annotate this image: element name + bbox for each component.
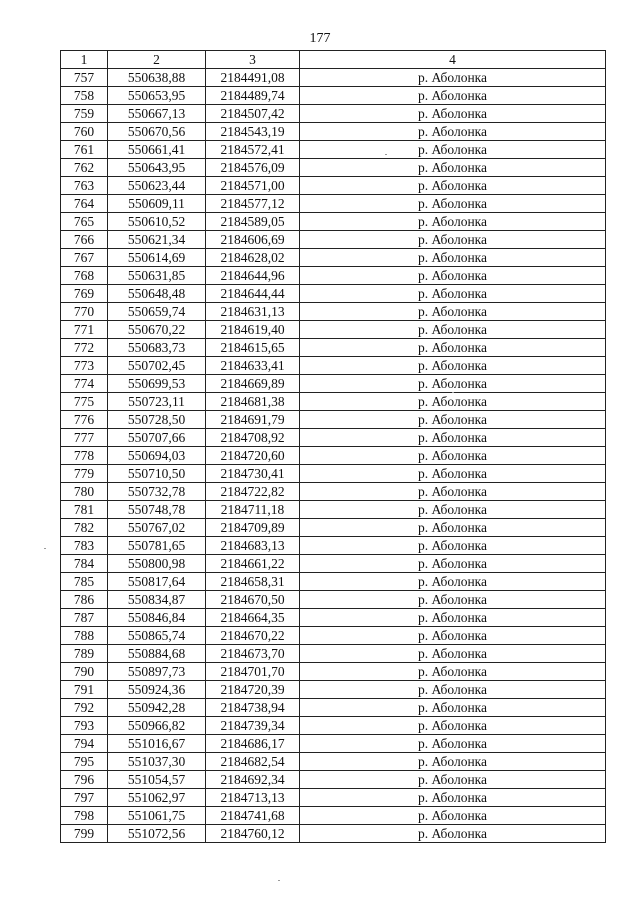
cell-number: 765 bbox=[61, 213, 108, 231]
cell-y-coordinate: 2184571,00 bbox=[206, 177, 300, 195]
cell-x-coordinate: 550748,78 bbox=[108, 501, 206, 519]
cell-number: 779 bbox=[61, 465, 108, 483]
table-row bbox=[61, 321, 606, 339]
cell-x-coordinate: 550670,56 bbox=[108, 123, 206, 141]
cell-object-name: р. Аболонка bbox=[300, 87, 606, 105]
cell-number: 784 bbox=[61, 555, 108, 573]
cell-y-coordinate: 2184682,54 bbox=[206, 753, 300, 771]
table-body bbox=[61, 69, 606, 843]
cell-number: 767 bbox=[61, 249, 108, 267]
cell-number: 778 bbox=[61, 447, 108, 465]
cell-x-coordinate: 550643,95 bbox=[108, 159, 206, 177]
cell-x-coordinate: 550800,98 bbox=[108, 555, 206, 573]
table-row bbox=[61, 213, 606, 231]
cell-x-coordinate: 550623,44 bbox=[108, 177, 206, 195]
cell-y-coordinate: 2184720,39 bbox=[206, 681, 300, 699]
cell-number: 799 bbox=[61, 825, 108, 843]
cell-y-coordinate: 2184491,08 bbox=[206, 69, 300, 87]
cell-x-coordinate: 550723,11 bbox=[108, 393, 206, 411]
table-row bbox=[61, 501, 606, 519]
cell-number: 795 bbox=[61, 753, 108, 771]
cell-number: 761 bbox=[61, 141, 108, 159]
scan-speck bbox=[452, 392, 454, 393]
table-row bbox=[61, 537, 606, 555]
cell-y-coordinate: 2184631,13 bbox=[206, 303, 300, 321]
cell-number: 764 bbox=[61, 195, 108, 213]
cell-object-name: р. Аболонка bbox=[300, 159, 606, 177]
cell-x-coordinate: 550638,88 bbox=[108, 69, 206, 87]
cell-object-name: р. Аболонка bbox=[300, 411, 606, 429]
cell-number: 792 bbox=[61, 699, 108, 717]
cell-y-coordinate: 2184619,40 bbox=[206, 321, 300, 339]
table-row bbox=[61, 609, 606, 627]
cell-y-coordinate: 2184760,12 bbox=[206, 825, 300, 843]
cell-number: 777 bbox=[61, 429, 108, 447]
cell-number: 794 bbox=[61, 735, 108, 753]
cell-object-name: р. Аболонка bbox=[300, 429, 606, 447]
cell-number: 785 bbox=[61, 573, 108, 591]
cell-object-name: р. Аболонка bbox=[300, 807, 606, 825]
cell-x-coordinate: 550865,74 bbox=[108, 627, 206, 645]
table-row bbox=[61, 735, 606, 753]
cell-number: 783 bbox=[61, 537, 108, 555]
cell-x-coordinate: 550659,74 bbox=[108, 303, 206, 321]
table-row bbox=[61, 645, 606, 663]
cell-x-coordinate: 550846,84 bbox=[108, 609, 206, 627]
cell-y-coordinate: 2184670,22 bbox=[206, 627, 300, 645]
table-row bbox=[61, 249, 606, 267]
cell-x-coordinate: 550732,78 bbox=[108, 483, 206, 501]
cell-y-coordinate: 2184507,42 bbox=[206, 105, 300, 123]
cell-x-coordinate: 550661,41 bbox=[108, 141, 206, 159]
table-row bbox=[61, 519, 606, 537]
scan-speck bbox=[44, 548, 46, 549]
column-header-y: 3 bbox=[206, 51, 300, 69]
column-header-name: 4 bbox=[300, 51, 606, 69]
cell-y-coordinate: 2184664,35 bbox=[206, 609, 300, 627]
cell-number: 769 bbox=[61, 285, 108, 303]
cell-number: 788 bbox=[61, 627, 108, 645]
cell-x-coordinate: 550728,50 bbox=[108, 411, 206, 429]
cell-y-coordinate: 2184670,50 bbox=[206, 591, 300, 609]
cell-x-coordinate: 550707,66 bbox=[108, 429, 206, 447]
cell-number: 798 bbox=[61, 807, 108, 825]
cell-number: 774 bbox=[61, 375, 108, 393]
cell-y-coordinate: 2184673,70 bbox=[206, 645, 300, 663]
scan-speck bbox=[278, 880, 280, 881]
cell-y-coordinate: 2184730,41 bbox=[206, 465, 300, 483]
cell-y-coordinate: 2184741,68 bbox=[206, 807, 300, 825]
cell-number: 797 bbox=[61, 789, 108, 807]
cell-object-name: р. Аболонка bbox=[300, 69, 606, 87]
cell-number: 786 bbox=[61, 591, 108, 609]
cell-object-name: р. Аболонка bbox=[300, 213, 606, 231]
table-row bbox=[61, 69, 606, 87]
table-row bbox=[61, 339, 606, 357]
cell-number: 760 bbox=[61, 123, 108, 141]
table-row bbox=[61, 105, 606, 123]
cell-number: 776 bbox=[61, 411, 108, 429]
cell-x-coordinate: 550942,28 bbox=[108, 699, 206, 717]
cell-x-coordinate: 550670,22 bbox=[108, 321, 206, 339]
cell-y-coordinate: 2184669,89 bbox=[206, 375, 300, 393]
table-row bbox=[61, 357, 606, 375]
cell-number: 791 bbox=[61, 681, 108, 699]
table-row bbox=[61, 789, 606, 807]
cell-object-name: р. Аболонка bbox=[300, 519, 606, 537]
cell-object-name: р. Аболонка bbox=[300, 375, 606, 393]
table-row bbox=[61, 627, 606, 645]
cell-object-name: р. Аболонка bbox=[300, 789, 606, 807]
cell-object-name: р. Аболонка bbox=[300, 465, 606, 483]
cell-y-coordinate: 2184628,02 bbox=[206, 249, 300, 267]
cell-object-name: р. Аболонка bbox=[300, 321, 606, 339]
cell-y-coordinate: 2184615,65 bbox=[206, 339, 300, 357]
table-row bbox=[61, 303, 606, 321]
cell-object-name: р. Аболонка bbox=[300, 771, 606, 789]
table-row bbox=[61, 231, 606, 249]
table-row bbox=[61, 429, 606, 447]
cell-x-coordinate: 551037,30 bbox=[108, 753, 206, 771]
cell-object-name: р. Аболонка bbox=[300, 447, 606, 465]
cell-object-name: р. Аболонка bbox=[300, 753, 606, 771]
cell-x-coordinate: 550609,11 bbox=[108, 195, 206, 213]
cell-y-coordinate: 2184738,94 bbox=[206, 699, 300, 717]
cell-y-coordinate: 2184543,19 bbox=[206, 123, 300, 141]
table-row bbox=[61, 825, 606, 843]
cell-x-coordinate: 550897,73 bbox=[108, 663, 206, 681]
cell-x-coordinate: 550631,85 bbox=[108, 267, 206, 285]
table-row bbox=[61, 753, 606, 771]
cell-x-coordinate: 550694,03 bbox=[108, 447, 206, 465]
table-row bbox=[61, 375, 606, 393]
cell-y-coordinate: 2184713,13 bbox=[206, 789, 300, 807]
cell-x-coordinate: 550614,69 bbox=[108, 249, 206, 267]
cell-number: 775 bbox=[61, 393, 108, 411]
cell-y-coordinate: 2184720,60 bbox=[206, 447, 300, 465]
cell-number: 781 bbox=[61, 501, 108, 519]
cell-x-coordinate: 550710,50 bbox=[108, 465, 206, 483]
cell-object-name: р. Аболонка bbox=[300, 231, 606, 249]
cell-y-coordinate: 2184722,82 bbox=[206, 483, 300, 501]
cell-number: 780 bbox=[61, 483, 108, 501]
cell-y-coordinate: 2184576,09 bbox=[206, 159, 300, 177]
cell-x-coordinate: 551016,67 bbox=[108, 735, 206, 753]
table-row bbox=[61, 573, 606, 591]
table-row bbox=[61, 177, 606, 195]
cell-y-coordinate: 2184701,70 bbox=[206, 663, 300, 681]
cell-y-coordinate: 2184661,22 bbox=[206, 555, 300, 573]
cell-object-name: р. Аболонка bbox=[300, 177, 606, 195]
table-row bbox=[61, 123, 606, 141]
cell-number: 759 bbox=[61, 105, 108, 123]
cell-y-coordinate: 2184572,41 bbox=[206, 141, 300, 159]
cell-object-name: р. Аболонка bbox=[300, 699, 606, 717]
table-row bbox=[61, 681, 606, 699]
cell-y-coordinate: 2184644,44 bbox=[206, 285, 300, 303]
column-header-number: 1 bbox=[61, 51, 108, 69]
table-row bbox=[61, 717, 606, 735]
cell-y-coordinate: 2184606,69 bbox=[206, 231, 300, 249]
cell-object-name: р. Аболонка bbox=[300, 717, 606, 735]
cell-y-coordinate: 2184589,05 bbox=[206, 213, 300, 231]
table-row bbox=[61, 393, 606, 411]
table-row bbox=[61, 447, 606, 465]
cell-x-coordinate: 550648,48 bbox=[108, 285, 206, 303]
table-row bbox=[61, 699, 606, 717]
cell-y-coordinate: 2184711,18 bbox=[206, 501, 300, 519]
cell-object-name: р. Аболонка bbox=[300, 267, 606, 285]
cell-object-name: р. Аболонка bbox=[300, 105, 606, 123]
cell-y-coordinate: 2184691,79 bbox=[206, 411, 300, 429]
cell-number: 782 bbox=[61, 519, 108, 537]
table-row bbox=[61, 267, 606, 285]
cell-x-coordinate: 550966,82 bbox=[108, 717, 206, 735]
page-number: 177 bbox=[309, 31, 331, 46]
cell-object-name: р. Аболонка bbox=[300, 537, 606, 555]
cell-object-name: р. Аболонка bbox=[300, 339, 606, 357]
cell-object-name: р. Аболонка bbox=[300, 303, 606, 321]
coordinates-table bbox=[60, 50, 606, 843]
table-row bbox=[61, 159, 606, 177]
table-row bbox=[61, 141, 606, 159]
cell-object-name: р. Аболонка bbox=[300, 141, 606, 159]
cell-number: 768 bbox=[61, 267, 108, 285]
cell-object-name: р. Аболонка bbox=[300, 825, 606, 843]
cell-x-coordinate: 550924,36 bbox=[108, 681, 206, 699]
table-row bbox=[61, 195, 606, 213]
cell-y-coordinate: 2184633,41 bbox=[206, 357, 300, 375]
cell-x-coordinate: 550834,87 bbox=[108, 591, 206, 609]
table-row bbox=[61, 87, 606, 105]
cell-y-coordinate: 2184577,12 bbox=[206, 195, 300, 213]
cell-object-name: р. Аболонка bbox=[300, 555, 606, 573]
cell-x-coordinate: 551054,57 bbox=[108, 771, 206, 789]
cell-number: 796 bbox=[61, 771, 108, 789]
cell-object-name: р. Аболонка bbox=[300, 501, 606, 519]
scan-speck bbox=[385, 154, 387, 155]
table-row bbox=[61, 483, 606, 501]
cell-number: 766 bbox=[61, 231, 108, 249]
cell-y-coordinate: 2184489,74 bbox=[206, 87, 300, 105]
table-row bbox=[61, 771, 606, 789]
cell-number: 762 bbox=[61, 159, 108, 177]
cell-object-name: р. Аболонка bbox=[300, 663, 606, 681]
cell-object-name: р. Аболонка bbox=[300, 735, 606, 753]
cell-number: 757 bbox=[61, 69, 108, 87]
table-row bbox=[61, 465, 606, 483]
cell-object-name: р. Аболонка bbox=[300, 645, 606, 663]
cell-object-name: р. Аболонка bbox=[300, 591, 606, 609]
cell-y-coordinate: 2184708,92 bbox=[206, 429, 300, 447]
cell-x-coordinate: 550817,64 bbox=[108, 573, 206, 591]
cell-y-coordinate: 2184658,31 bbox=[206, 573, 300, 591]
cell-object-name: р. Аболонка bbox=[300, 285, 606, 303]
cell-x-coordinate: 550683,73 bbox=[108, 339, 206, 357]
cell-x-coordinate: 550621,34 bbox=[108, 231, 206, 249]
table-row bbox=[61, 663, 606, 681]
cell-number: 770 bbox=[61, 303, 108, 321]
cell-x-coordinate: 550702,45 bbox=[108, 357, 206, 375]
table-row bbox=[61, 807, 606, 825]
cell-y-coordinate: 2184644,96 bbox=[206, 267, 300, 285]
table-row bbox=[61, 411, 606, 429]
cell-number: 771 bbox=[61, 321, 108, 339]
cell-y-coordinate: 2184686,17 bbox=[206, 735, 300, 753]
cell-object-name: р. Аболонка bbox=[300, 627, 606, 645]
cell-y-coordinate: 2184709,89 bbox=[206, 519, 300, 537]
table-row bbox=[61, 555, 606, 573]
cell-x-coordinate: 550699,53 bbox=[108, 375, 206, 393]
cell-x-coordinate: 550884,68 bbox=[108, 645, 206, 663]
cell-number: 793 bbox=[61, 717, 108, 735]
cell-y-coordinate: 2184683,13 bbox=[206, 537, 300, 555]
cell-x-coordinate: 551072,56 bbox=[108, 825, 206, 843]
cell-object-name: р. Аболонка bbox=[300, 123, 606, 141]
cell-number: 772 bbox=[61, 339, 108, 357]
cell-object-name: р. Аболонка bbox=[300, 681, 606, 699]
cell-number: 758 bbox=[61, 87, 108, 105]
cell-x-coordinate: 550610,52 bbox=[108, 213, 206, 231]
cell-object-name: р. Аболонка bbox=[300, 393, 606, 411]
cell-x-coordinate: 550667,13 bbox=[108, 105, 206, 123]
column-header-x: 2 bbox=[108, 51, 206, 69]
cell-object-name: р. Аболонка bbox=[300, 483, 606, 501]
cell-object-name: р. Аболонка bbox=[300, 609, 606, 627]
cell-y-coordinate: 2184692,34 bbox=[206, 771, 300, 789]
cell-x-coordinate: 550767,02 bbox=[108, 519, 206, 537]
cell-x-coordinate: 551062,97 bbox=[108, 789, 206, 807]
cell-object-name: р. Аболонка bbox=[300, 195, 606, 213]
cell-x-coordinate: 550781,65 bbox=[108, 537, 206, 555]
cell-y-coordinate: 2184681,38 bbox=[206, 393, 300, 411]
table-row bbox=[61, 591, 606, 609]
cell-number: 763 bbox=[61, 177, 108, 195]
cell-object-name: р. Аболонка bbox=[300, 249, 606, 267]
cell-x-coordinate: 551061,75 bbox=[108, 807, 206, 825]
table-header-row bbox=[61, 51, 606, 69]
cell-object-name: р. Аболонка bbox=[300, 573, 606, 591]
cell-x-coordinate: 550653,95 bbox=[108, 87, 206, 105]
cell-y-coordinate: 2184739,34 bbox=[206, 717, 300, 735]
cell-number: 789 bbox=[61, 645, 108, 663]
cell-number: 790 bbox=[61, 663, 108, 681]
cell-number: 773 bbox=[61, 357, 108, 375]
cell-object-name: р. Аболонка bbox=[300, 357, 606, 375]
table-row bbox=[61, 285, 606, 303]
cell-number: 787 bbox=[61, 609, 108, 627]
